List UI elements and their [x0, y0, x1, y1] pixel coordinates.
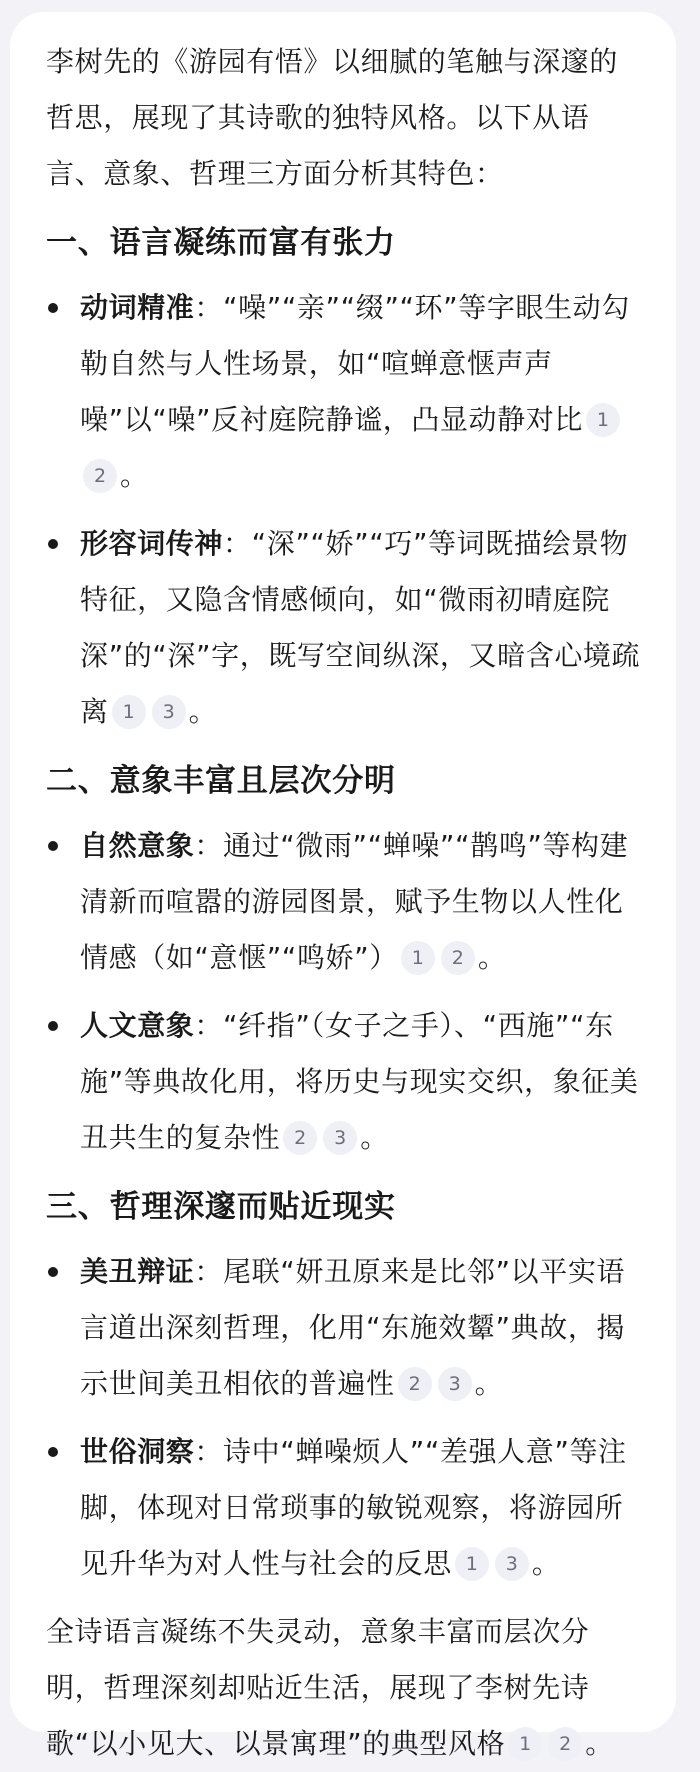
- message-card: [10, 12, 676, 1760]
- citation-badge[interactable]: 3: [323, 1121, 357, 1155]
- list-item: [46, 818, 646, 986]
- bullet-icon: [48, 1447, 58, 1457]
- item-text: 诗中“蝉噪烦人”“差强人意”等注脚，体现对日常琐事的敏锐观察，将游园所见升华为对人性与社会的反思: [80, 1435, 627, 1580]
- item-colon: ：: [194, 1009, 224, 1042]
- section-1: [46, 220, 646, 740]
- citation-badge[interactable]: 2: [83, 459, 117, 493]
- item-end: 。: [120, 459, 149, 492]
- item-text: “纤指”（女子之手）、“西施”“东施”等典故化用，将历史与现实交织，象征美丑共生的复杂性: [80, 1009, 639, 1154]
- citation-badge[interactable]: 3: [438, 1367, 472, 1401]
- item-colon: ：: [194, 1255, 224, 1288]
- item-colon: ：: [194, 829, 224, 862]
- item-text: 尾联“妍丑原来是比邻”以平实语言道出深刻哲理，化用“东施效颦”典故，揭示世间美丑相依的普遍性: [80, 1255, 626, 1400]
- item-text: “深”“娇”“巧”等词既描绘景物特征，又隐含情感倾向，如“微雨初晴庭院深”的“深”字，既写空间纵深，又暗含心境疏离: [80, 527, 641, 728]
- item-colon: ：: [223, 527, 252, 560]
- section-title: 二、意象丰富且层次分明: [46, 763, 396, 799]
- item-text: 通过“微雨”“蝉噪”“鹊鸣”等构建清新而喧嚣的游园图景，赋予生物以人性化情感（如“意惬”“鸣娇”）: [80, 829, 629, 974]
- item-end: 。: [474, 1367, 504, 1400]
- item-label: 动词精准: [80, 291, 195, 324]
- item-label: 人文意象: [80, 1009, 195, 1042]
- item-text: “噪”“亲”“缀”“环”等字眼生动勾勒自然与人性场景，如“喧蝉意惬声声噪”以“噪”反衬庭院静谧，凸显动静对比: [80, 291, 630, 436]
- section-2: [46, 758, 646, 1166]
- item-end: 。: [531, 1547, 561, 1580]
- bullet-icon: [48, 841, 58, 851]
- summary-text: 全诗语言凝练不失灵动，意象丰富而层次分明，哲理深刻却贴近生活，展现了李树先诗歌“以小见大、以景寓理”的典型风格: [46, 1615, 590, 1760]
- section-title: 一、语言凝练而富有张力: [46, 225, 396, 261]
- bullet-icon: [48, 1021, 58, 1031]
- item-end: 。: [360, 1121, 389, 1154]
- item-label: 世俗洞察: [80, 1435, 195, 1468]
- bullet-icon: [48, 539, 58, 549]
- citation-badge[interactable]: 2: [548, 1727, 582, 1761]
- item-label: 自然意象: [80, 829, 195, 862]
- citation-badge[interactable]: 1: [112, 695, 146, 729]
- section-3: [46, 1184, 646, 1592]
- item-colon: ：: [194, 291, 224, 324]
- citation-badge[interactable]: 1: [455, 1547, 489, 1581]
- summary-end: 。: [585, 1727, 614, 1760]
- citation-badge[interactable]: 1: [401, 941, 435, 975]
- citation-badge[interactable]: 2: [398, 1367, 432, 1401]
- list-item: [46, 1424, 646, 1592]
- list-item: [46, 280, 646, 504]
- intro-paragraph: 李树先的《游园有悟》以细腻的笔触与深邃的哲思，展现了其诗歌的独特风格。以下从语言、意象、哲理三方面分析其特色：: [46, 45, 619, 190]
- item-label: 美丑辩证: [80, 1255, 195, 1288]
- item-colon: ：: [194, 1435, 224, 1468]
- summary-paragraph: [46, 1604, 646, 1772]
- bullet-icon: [48, 303, 58, 313]
- citation-badge[interactable]: 3: [152, 695, 186, 729]
- list-item: [46, 1244, 646, 1412]
- citation-badge[interactable]: 1: [586, 403, 620, 437]
- list-item: [46, 998, 646, 1166]
- list-item: [46, 516, 646, 740]
- citation-badge[interactable]: 2: [441, 941, 475, 975]
- item-label: 形容词传神: [80, 527, 224, 560]
- section-title: 三、哲理深邃而贴近现实: [46, 1189, 396, 1225]
- citation-badge[interactable]: 1: [508, 1727, 542, 1761]
- item-end: 。: [188, 695, 218, 728]
- citation-badge[interactable]: 2: [283, 1121, 317, 1155]
- bullet-icon: [48, 1267, 58, 1277]
- citation-badge[interactable]: 3: [495, 1547, 529, 1581]
- item-end: 。: [477, 941, 507, 974]
